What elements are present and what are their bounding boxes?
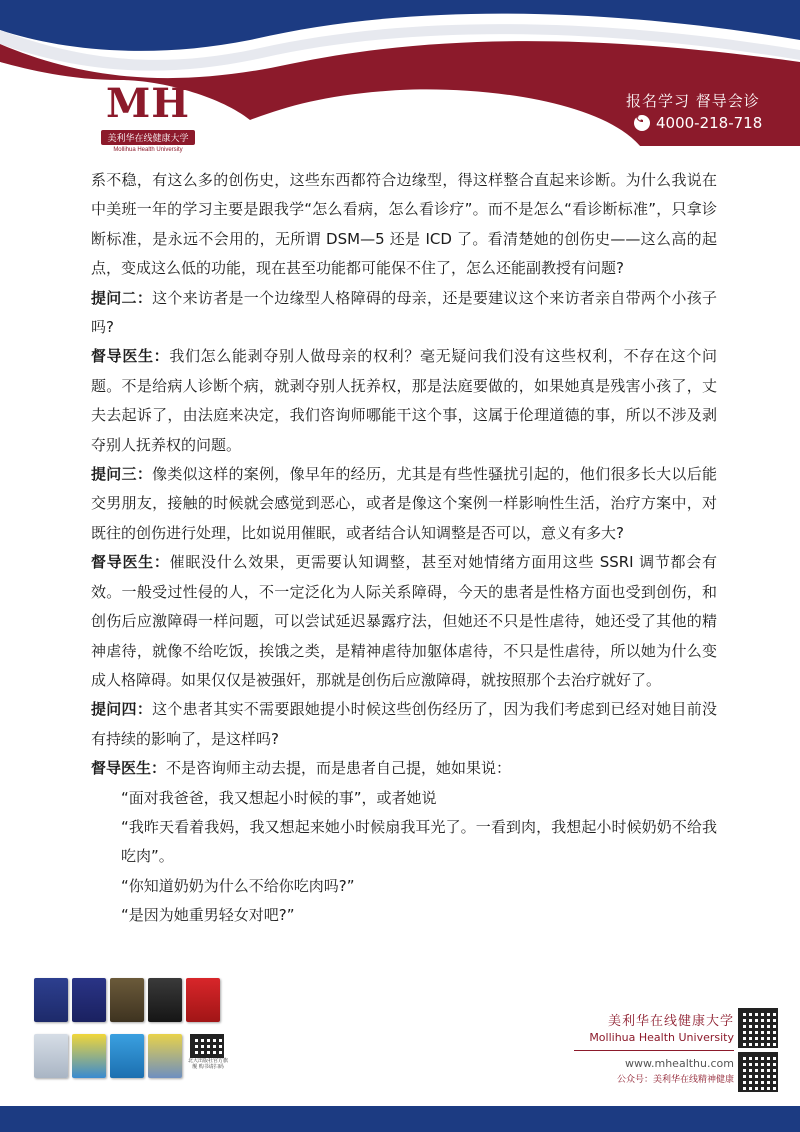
question-three (91, 460, 717, 548)
question-label: 提问二： (91, 288, 153, 307)
question-two (91, 284, 717, 343)
dialogue-line: “你知道奶奶为什么不给你吃肉吗?” (121, 876, 355, 895)
book-cover (186, 978, 220, 1022)
question-text: 这个来访者是一个边缘型人格障碍的母亲，还是要建议这个来访者亲自带两个小孩子吗? (91, 288, 717, 337)
book-cover (34, 978, 68, 1022)
dialogue-line: “面对我爸爸，我又想起小时候的事”，或者她说 (121, 788, 437, 807)
footer-wechat: 公众号：美利华在线精神健康 (616, 1075, 734, 1085)
answer-text: 我们怎么能剥夺别人做母亲的权利？毫无疑问我们没有这些权利，不存在这个问题。不是给病人诊断个病，就剥夺别人抚养权，那是法庭要做的，如果她真是残害小孩了，丈夫去起诉了，由法庭来决定，我们咨询师哪能干这个事，这属于伦理道德的事，所以不涉及剥夺别人抚养权的问题。 (91, 347, 717, 454)
phone-number: 4000-218-718 (656, 114, 763, 132)
answer-text: 催眠没什么效果，更需要认知调整，甚至对她情绪方面用这些 SSRI 调节都会有效。一般受过性侵的人，不一定泛化为人际关系障碍，今天的患者是性格方面也受到创伤，和创伤后应激障碍一样问题，可以尝试延迟暴露疗法，但她还不只是性虐待，她还受了其他的精神虐待，就像不给吃饭，挨饿之类，是精神虐待加躯体虐待，不只是性虐待，所以她为什么变成人格障碍。如果仅仅是被强奸，那就是创伤后应激障碍，就按照那个去治疗就好了。 (91, 553, 717, 689)
question-text: 像类似这样的案例，像早年的经历，尤其是有些性骚扰引起的，他们很多长大以后能交男朋友，接触的时候就会感觉到恶心，或者是像这个案例一样影响性生活，治疗方案中，对既往的创伤进行处理，比如说用催眠，或者结合认知调整是否可以，意义有多大? (91, 465, 717, 542)
question-label: 提问三： (91, 465, 153, 484)
book-cover (148, 978, 182, 1022)
book-cover (148, 1034, 182, 1078)
book-cover (34, 1034, 68, 1078)
answer-text: 不是咨询师主动去提，而是患者自己提，她如果说： (166, 759, 512, 778)
paragraph-continuation: 系不稳，有这么多的创伤史，这些东西都符合边缘型，得这样整合直起来诊断。为什么我说在中美班一年的学习主要是跟我学“怎么看病，怎么看诊疗”。而不是怎么“看诊断标准”，只拿诊断标准，是永远不会用的，无所谓 DSM—5 还是 ICD 了。看清楚她的创伤史——这么高的起点，变成这么低的功能，现在甚至功能都可能保不住了，怎么还能副教授有问题? (91, 171, 717, 278)
answer-four (91, 754, 717, 783)
article-body (91, 166, 717, 931)
footer-url: www.mhealthu.com (625, 1057, 734, 1070)
footer-band (0, 1106, 800, 1132)
page-header (0, 0, 800, 160)
question-four (91, 695, 717, 754)
logo-chinese-name: 美利华在线健康大学 (101, 130, 194, 145)
wechat-qr-code (738, 1052, 778, 1092)
dialogue-line: “我昨天看着我妈，我又想起来她小时候扇我耳光了。一看到肉，我想起小时候奶奶不给我吃肉”。 (121, 817, 717, 866)
logo-english-name: Mollihua Health University (113, 147, 183, 153)
book-cover (72, 978, 106, 1022)
answer-three (91, 548, 717, 695)
qr-caption: 北大出版社官方旗舰 购书请扫码 (187, 1058, 228, 1070)
footer-brand-cn: 美利华在线健康大学 (607, 1014, 734, 1029)
answer-label: 督导医生： (91, 553, 170, 572)
website-qr-code (738, 1008, 778, 1048)
book-cover (72, 1034, 106, 1078)
dialogue-line: “是因为她重男轻女对吧?” (121, 906, 295, 925)
footer-brand-en: Mollihua Health University (589, 1031, 734, 1044)
book-cover (110, 978, 144, 1022)
header-phone (634, 114, 762, 132)
answer-label: 督导医生： (91, 759, 167, 778)
question-text: 这个患者其实不需要跟她提小时候这些创伤经历了，因为我们考虑到已经对她目前没有持续的影响了，是这样吗? (91, 700, 717, 748)
logo-letters: MH (105, 80, 191, 127)
book-cover (110, 1034, 144, 1078)
answer-label: 督导医生： (91, 347, 170, 366)
footer-brand (534, 1010, 734, 1085)
bookstore-qr-code (190, 1034, 224, 1058)
university-logo (96, 80, 200, 153)
question-label: 提问四： (91, 700, 153, 719)
header-slogan: 报名学习 督导会诊 (626, 92, 760, 110)
footer-divider (574, 1050, 734, 1051)
answer-two (91, 342, 717, 460)
phone-icon (634, 115, 650, 131)
